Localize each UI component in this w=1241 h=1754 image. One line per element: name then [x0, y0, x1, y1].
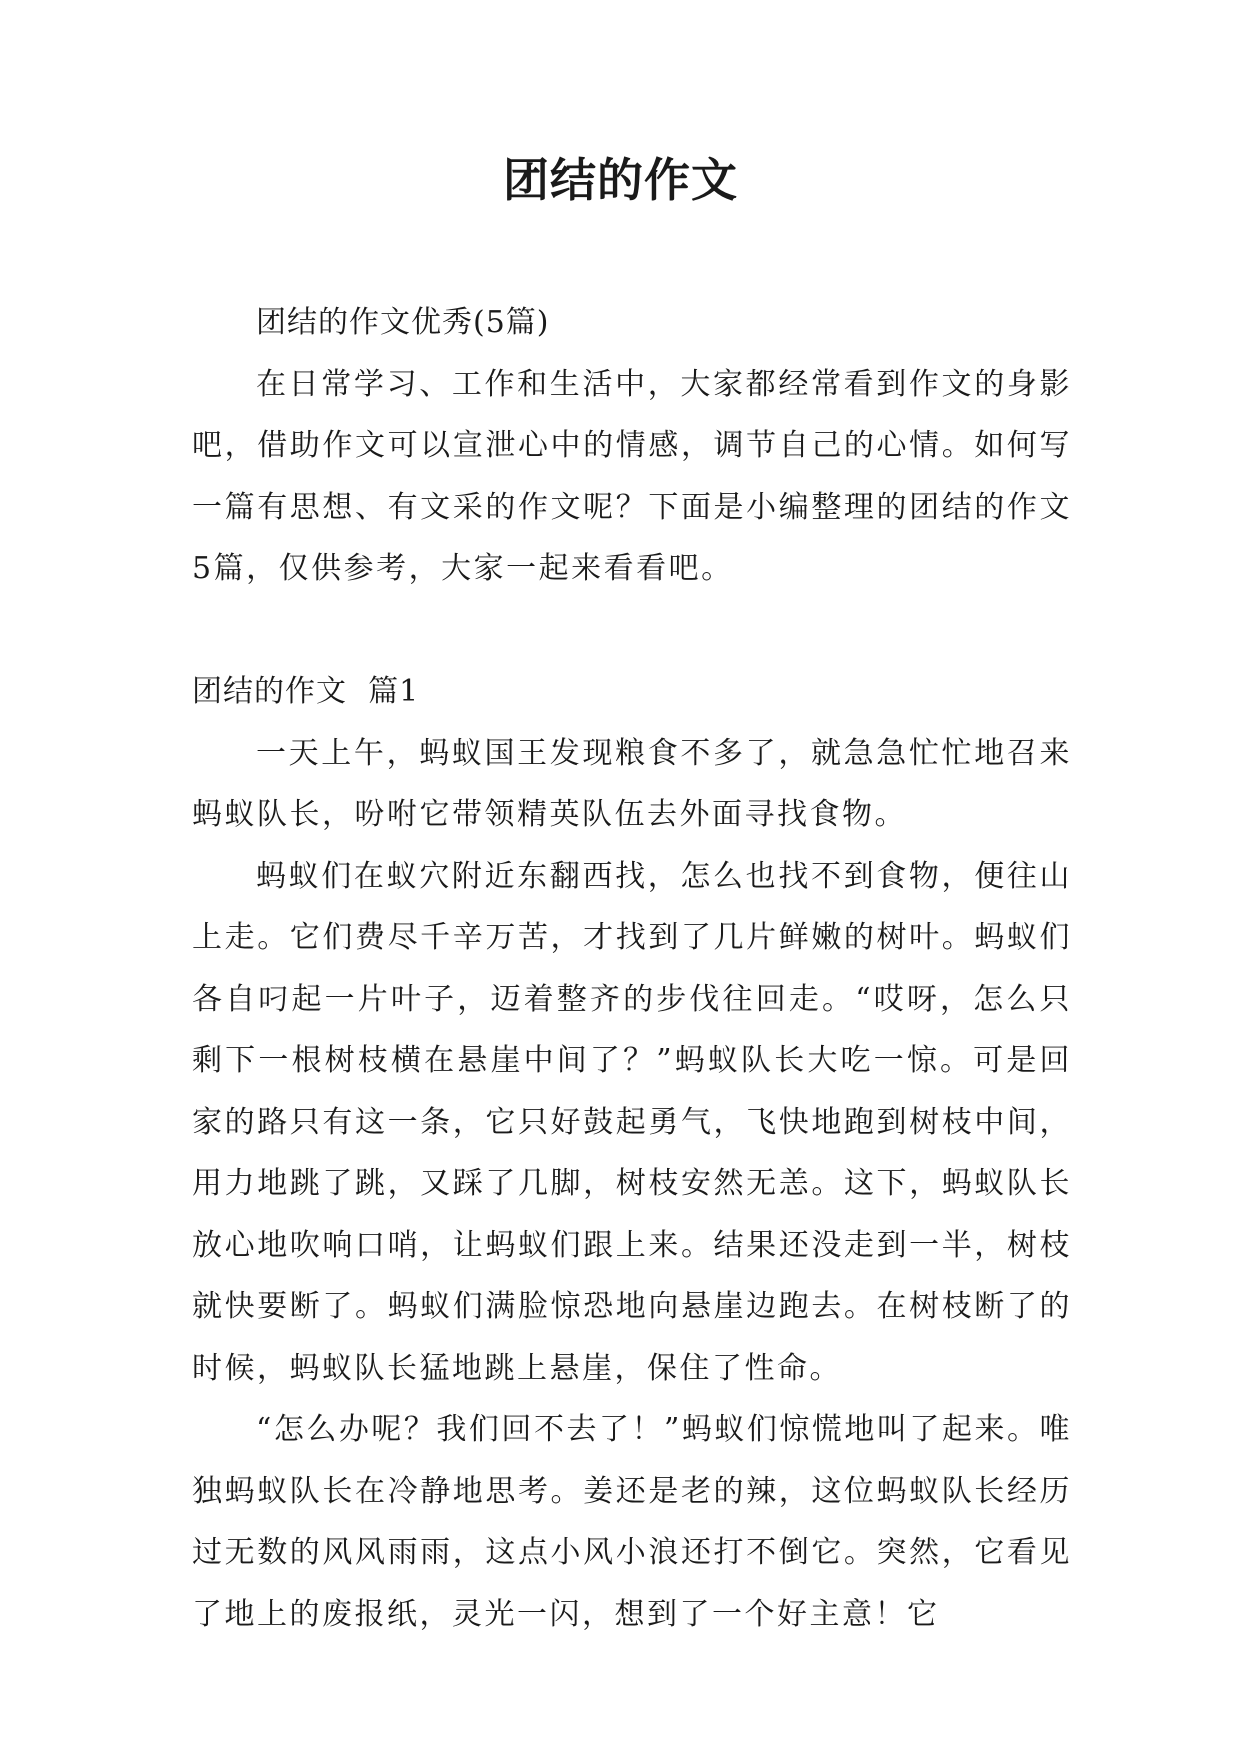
- document-subtitle: 团结的作文优秀(5篇): [256, 305, 550, 340]
- paragraph: 蚂蚁们在蚁穴附近东翻西找，怎么也找不到食物，便往山上走。它们费尽千辛万苦，才找到了几片鲜嫩的树叶。蚂蚁们各自叼起一片叶子，迈着整齐的步伐往回走。“哎呀，怎么只剩下一根树枝横在悬崖中间了？”蚂蚁队长大吃一惊。可是回家的路只有这一条，它只好鼓起勇气，飞快地跑到树枝中间，用力地跳了跳，又踩了几脚，树枝安然无恙。这下，蚂蚁队长放心地吹响口哨，让蚂蚁们跟上来。结果还没走到一半，树枝就快要断了。蚂蚁们满脸惊恐地向悬崖边跑去。在树枝断了的时候，蚂蚁队长猛地跳上悬崖，保住了性命。: [192, 858, 1072, 1386]
- document-body: [192, 292, 1072, 1645]
- section-heading: 团结的作文 篇1: [192, 674, 420, 709]
- paragraph: “怎么办呢？我们回不去了！”蚂蚁们惊慌地叫了起来。唯独蚂蚁队长在冷静地思考。姜还是老的辣，这位蚂蚁队长经历过无数的风风雨雨，这点小风小浪还打不倒它。突然，它看见了地上的废报纸，灵光一闪，想到了一个好主意！它: [192, 1412, 1072, 1632]
- document-title: 团结的作文: [503, 153, 738, 207]
- paragraph: 一天上午，蚂蚁国王发现粮食不多了，就急急忙忙地召来蚂蚁队长，吩咐它带领精英队伍去外面寻找食物。: [192, 735, 1072, 832]
- intro-paragraph: 在日常学习、工作和生活中，大家都经常看到作文的身影吧，借助作文可以宣泄心中的情感，调节自己的心情。如何写一篇有思想、有文采的作文呢？下面是小编整理的团结的作文5篇，仅供参考，大家一起来看看吧。: [192, 366, 1072, 586]
